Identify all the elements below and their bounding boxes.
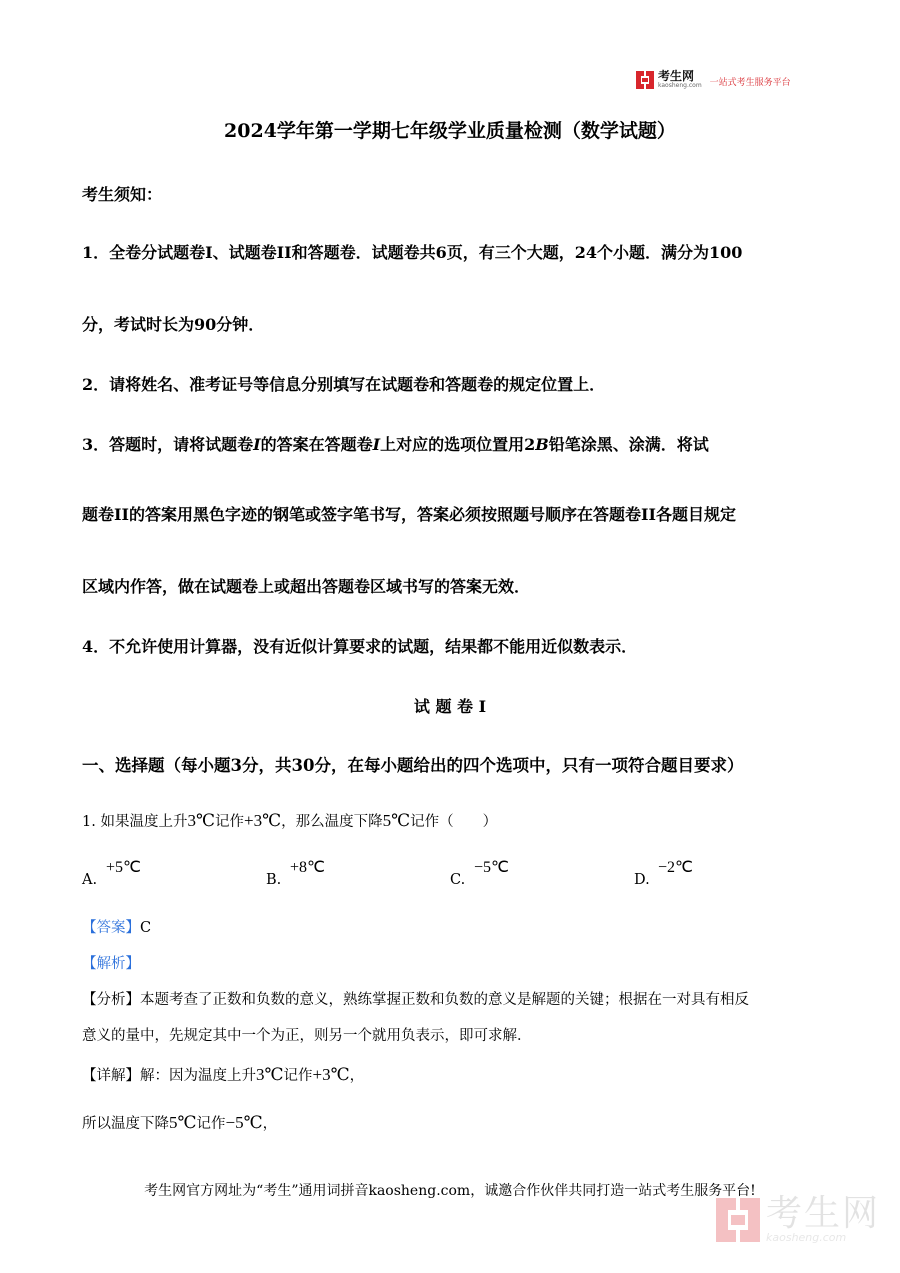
analysis-line-2: 意义的量中，先规定其中一个为正，则另一个就用负表示，即可求解． bbox=[82, 1028, 532, 1044]
logo-slogan: 一站式考生服务平台 bbox=[709, 77, 791, 88]
detail-line: 【详解】解：因为温度上升3℃记作+3℃， bbox=[82, 1065, 365, 1084]
option-d-value: −2℃ bbox=[658, 859, 693, 876]
footer-note: 考生网官方网址为“考生”通用词拼音kaosheng.com，诚邀合作伙伴共同打造一站式考生服务平台! bbox=[144, 1183, 756, 1199]
option-b-value: +8℃ bbox=[290, 859, 325, 876]
site-logo bbox=[636, 70, 791, 89]
answer-tag: 【答案】 bbox=[82, 920, 140, 936]
notice-item-2: 2．请将姓名、准考证号等信息分别填写在试题卷和答题卷的规定位置上． bbox=[82, 375, 606, 394]
notice-item-1b: 分，考试时长为90分钟． bbox=[82, 315, 265, 334]
notice-heading: 考生须知： bbox=[82, 185, 163, 204]
notice-item-3a: 3．答题时，请将试题卷I的答案在答题卷I上对应的选项位置用2B铅笔涂黑、涂满．将试 bbox=[82, 435, 709, 454]
logo-domain: kaosheng.com bbox=[658, 82, 702, 89]
logo-mark-icon bbox=[636, 71, 654, 89]
watermark bbox=[716, 1193, 881, 1244]
section-label: 试 题 卷 I bbox=[413, 697, 487, 716]
watermark-domain: kaosheng.com bbox=[766, 1231, 847, 1244]
part-title: 一、选择题（每小题3分，共30分，在每小题给出的四个选项中，只有一项符合题目要求） bbox=[82, 756, 744, 775]
notice-item-3c: 区域内作答，做在试题卷上或超出答题卷区域书写的答案无效． bbox=[82, 577, 531, 596]
option-c-label: C. bbox=[450, 872, 466, 888]
watermark-logo-icon bbox=[716, 1198, 760, 1242]
option-a-value: +5℃ bbox=[106, 859, 141, 876]
notice-item-1a: 1．全卷分试题卷I、试题卷II和答题卷．试题卷共6页，有三个大题，24个小题．满分为100 bbox=[82, 243, 743, 262]
logo-name: 考生网 bbox=[658, 69, 695, 83]
option-c-value: −5℃ bbox=[474, 859, 509, 876]
conclusion-line: 所以温度下降5℃记作−5℃， bbox=[82, 1113, 278, 1132]
answer-value: C bbox=[140, 920, 152, 936]
notice-item-3b: 题卷II的答案用黑色字迹的钢笔或签字笔书写，答案必须按照题号顺序在答题卷II各题目规定 bbox=[82, 505, 736, 524]
watermark-name: 考生网 bbox=[766, 1193, 881, 1234]
question-1-stem: 1. 如果温度上升3℃记作+3℃，那么温度下降5℃记作（ ） bbox=[82, 811, 498, 830]
analysis-tag: 【解析】 bbox=[82, 956, 140, 972]
option-d-label: D. bbox=[634, 872, 650, 888]
answer-line bbox=[82, 916, 151, 937]
option-a-label: A. bbox=[82, 872, 98, 888]
notice-item-4: 4．不允许使用计算器，没有近似计算要求的试题，结果都不能用近似数表示． bbox=[82, 637, 638, 656]
page-title: 2024学年第一学期七年级学业质量检测（数学试题） bbox=[224, 120, 676, 142]
analysis-line-1: 【分析】本题考查了正数和负数的意义，熟练掌握正数和负数的意义是解题的关键；根据在一对具有相反 bbox=[82, 992, 749, 1008]
option-b-label: B. bbox=[266, 872, 282, 888]
